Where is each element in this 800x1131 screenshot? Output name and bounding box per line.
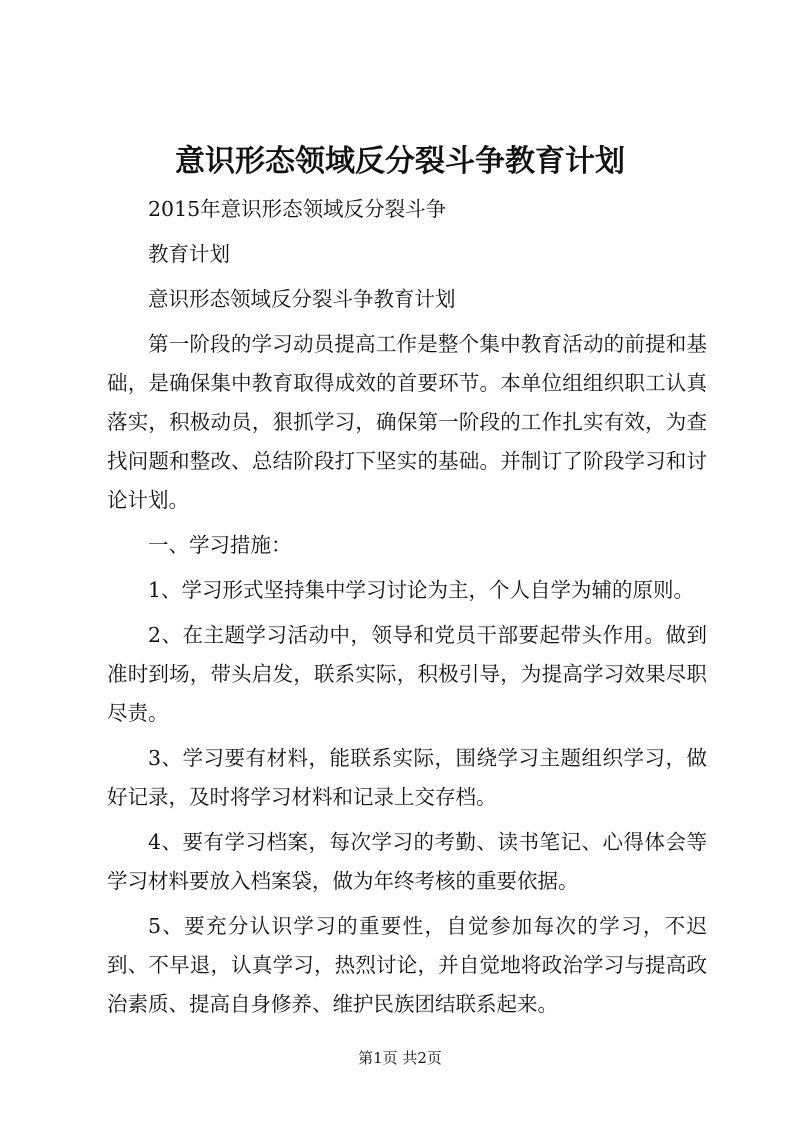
- section-heading-measures: 一、学习措施：: [148, 533, 292, 557]
- measure-item-4: 4、要有学习档案，每次学习的考勤、读书笔记、心得体会等学习材料要放入档案袋，做为年终考核的重要依据。: [107, 830, 707, 893]
- document-body: [107, 190, 707, 1024]
- measure-item-1: 1、学习形式坚持集中学习讨论为主，个人自学为辅的原则。: [148, 578, 695, 602]
- paragraph-heading: 意识形态领域反分裂斗争教育计划: [148, 287, 456, 311]
- document-title: 意识形态领域反分裂斗争教育计划: [175, 144, 625, 179]
- measure-item-2: 2、在主题学习活动中，领导和党员干部要起带头作用。做到准时到场，带头启发，联系实际，积极引导，为提高学习效果尽职尽责。: [107, 623, 707, 725]
- measure-item-3: 3、学习要有材料，能联系实际，围绕学习主题组织学习，做好记录，及时将学习材料和记录上交存档。: [107, 746, 707, 809]
- paragraph-subtitle-line-2: 教育计划: [148, 242, 230, 266]
- measure-item-5: 5、要充分认识学习的重要性，自觉参加每次的学习，不迟到、不早退，认真学习，热烈讨论，并自觉地将政治学习与提高政治素质、提高自身修养、维护民族团结联系起来。: [107, 914, 707, 1016]
- paragraph-intro: 第一阶段的学习动员提高工作是整个集中教育活动的前提和基础，是确保集中教育取得成效的首要环节。本单位组组织职工认真落实，积极动员，狠抓学习，确保第一阶段的工作扎实有效，为查找问题和整改、总结阶段打下坚实的基础。并制订了阶段学习和讨论计划。: [107, 332, 707, 512]
- page-number-footer: 第1页 共2页: [358, 1049, 442, 1067]
- paragraph-subtitle-line-1: 2015年意识形态领域反分裂斗争: [148, 197, 447, 221]
